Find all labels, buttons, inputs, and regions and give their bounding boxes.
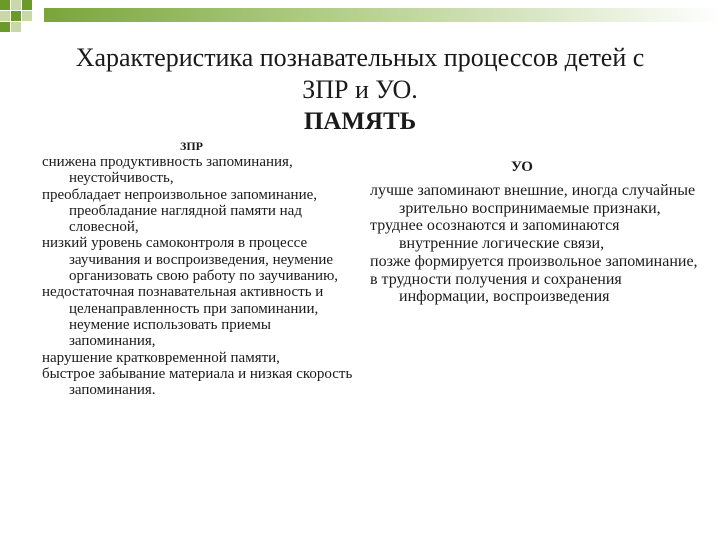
light-square-decoration (0, 11, 10, 21)
gradient-bar-decoration (44, 8, 720, 22)
title-line-2: ЗПР и УО. (302, 75, 418, 104)
right-list-item: лучше запоминают внешние, иногда случайные зрительно воспринимаемые признаки, (370, 182, 696, 217)
left-column-heading: ЗПР (180, 139, 203, 153)
left-column (42, 154, 358, 398)
right-list-item: в трудности получения и сохранения информации, воспроизведения (370, 270, 622, 306)
right-column-heading: УО (511, 159, 533, 175)
right-column (370, 182, 700, 306)
left-list-item: нарушение кратковременной памяти, (42, 349, 280, 366)
light-square-decoration (11, 0, 21, 10)
right-list-item: позже формируется произвольное запоминание, (370, 252, 698, 270)
left-list-item: снижена продуктивность запоминания, неустойчивость, (42, 154, 293, 187)
left-list-item: недостаточная познавательная активность и целенаправленность при запоминании, неумение использовать приемы запоминания, (42, 284, 324, 350)
light-square-decoration (22, 11, 32, 21)
decorative-header (0, 0, 720, 40)
green-square-decoration (11, 11, 21, 21)
left-list-item: преобладает непроизвольное запоминание, преобладание наглядной памяти над словесной, (42, 186, 318, 236)
green-square-decoration (0, 22, 10, 32)
left-list-item: быстрое забывание материала и низкая скорость запоминания. (42, 365, 353, 399)
green-square-decoration (0, 0, 10, 10)
title-line-3: ПАМЯТЬ (303, 108, 417, 135)
title-line-1: Характеристика познавательных процессов детей с (75, 43, 645, 72)
slide-title (0, 42, 720, 138)
right-list-item: труднее осознаются и запоминаются внутренние логические связи, (370, 217, 620, 253)
left-list-item: низкий уровень самоконтроля в процессе заучивания и воспроизведения, неумение организовать свою работу по заучиванию, (42, 235, 339, 285)
light-square-decoration (11, 22, 21, 32)
green-square-decoration (22, 0, 32, 10)
